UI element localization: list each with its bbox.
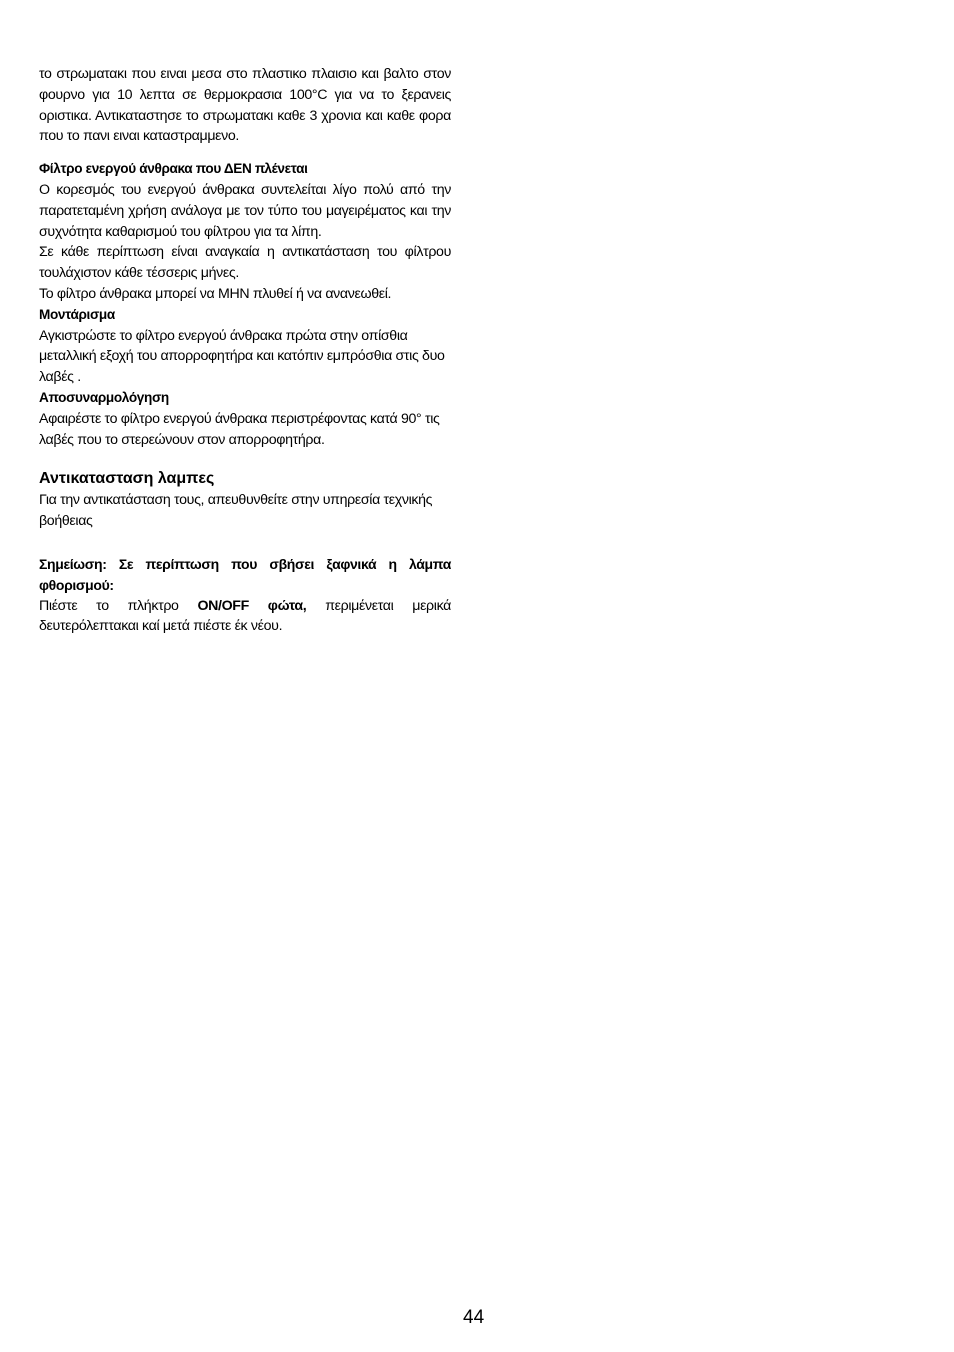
spacer xyxy=(39,532,451,554)
on-off-key-label: ON/OFF φώτα, xyxy=(197,597,307,614)
dismount-heading: Αποσυναρμολόγηση xyxy=(39,389,169,405)
note-text xyxy=(39,596,451,638)
spacer xyxy=(39,450,451,468)
lamp-text: Για την αντικατάσταση τους, απευθυνθείτε στην υπηρεσία τεχνικής βοήθειας xyxy=(39,492,433,530)
note-text-after: περιμένεται μερικά δευτερόλεπτακαι καί μετά πιέστε έκ νέου. xyxy=(39,597,452,635)
note-heading: Σημείωση: Σε περίπτωση που σβήσει ξαφνικά η λάμπα φθορισμού: xyxy=(39,555,451,593)
note-text-before: Πιέστε το πλήκτρο xyxy=(39,597,198,614)
carbon-filter-para1: Ο κορεσμός του ενεργού άνθρακα συντελείται λίγο πολύ από την παρατεταμένη χρήση ανάλογα με τον τύπο του μαγειρέματος και την συχνότητα καθαρισμού του φίλτρου για τα λίπη. xyxy=(39,181,451,240)
dismount-text: Αφαιρέστε το φίλτρο ενεργού άνθρακα περιστρέφοντας κατά 90° τις λαβές που το στερεώνουν στον απορροφητήρα. xyxy=(39,410,440,448)
spacer xyxy=(39,147,451,159)
mount-text: Αγκιστρώστε το φίλτρο ενεργού άνθρακα πρώτα στην οπίσθια μεταλλική εξοχή του απορροφητήρα και κατόπιν εμπρόσθια στις δυο λαβές . xyxy=(39,327,445,386)
carbon-filter-para2: Σε κάθε περίπτωση είναι αναγκαία η αντικατάσταση του φίλτρου τουλάχιστον κάθε τέσσερις μήνες. xyxy=(39,244,451,282)
carbon-filter-para3: Το φίλτρο άνθρακα μπορεί να ΜΗΝ πλυθεί ή να ανανεωθεί. xyxy=(39,285,392,302)
page-number: 44 xyxy=(463,1307,485,1328)
carbon-filter-heading: Φίλτρο ενεργού άνθρακα που ΔΕΝ πλένεται xyxy=(39,161,308,177)
intro-paragraph: το στρωματακι που ειναι μεσα στο πλαστικο πλαισιο και βαλτο στον φουρνο για 10 λεπτα σε θερμοκρασια 100°C για να το ξερανεις οριστικα. Αντικαταστησε το στρωματακι καθε 3 χρονια και καθε φορα που το πανι ειναι καταστραμμενο. xyxy=(39,66,451,145)
lamp-heading: Αντικατασταση λαμπες xyxy=(39,470,215,488)
text-column xyxy=(39,64,451,637)
mount-heading: Μοντάρισμα xyxy=(39,306,115,322)
